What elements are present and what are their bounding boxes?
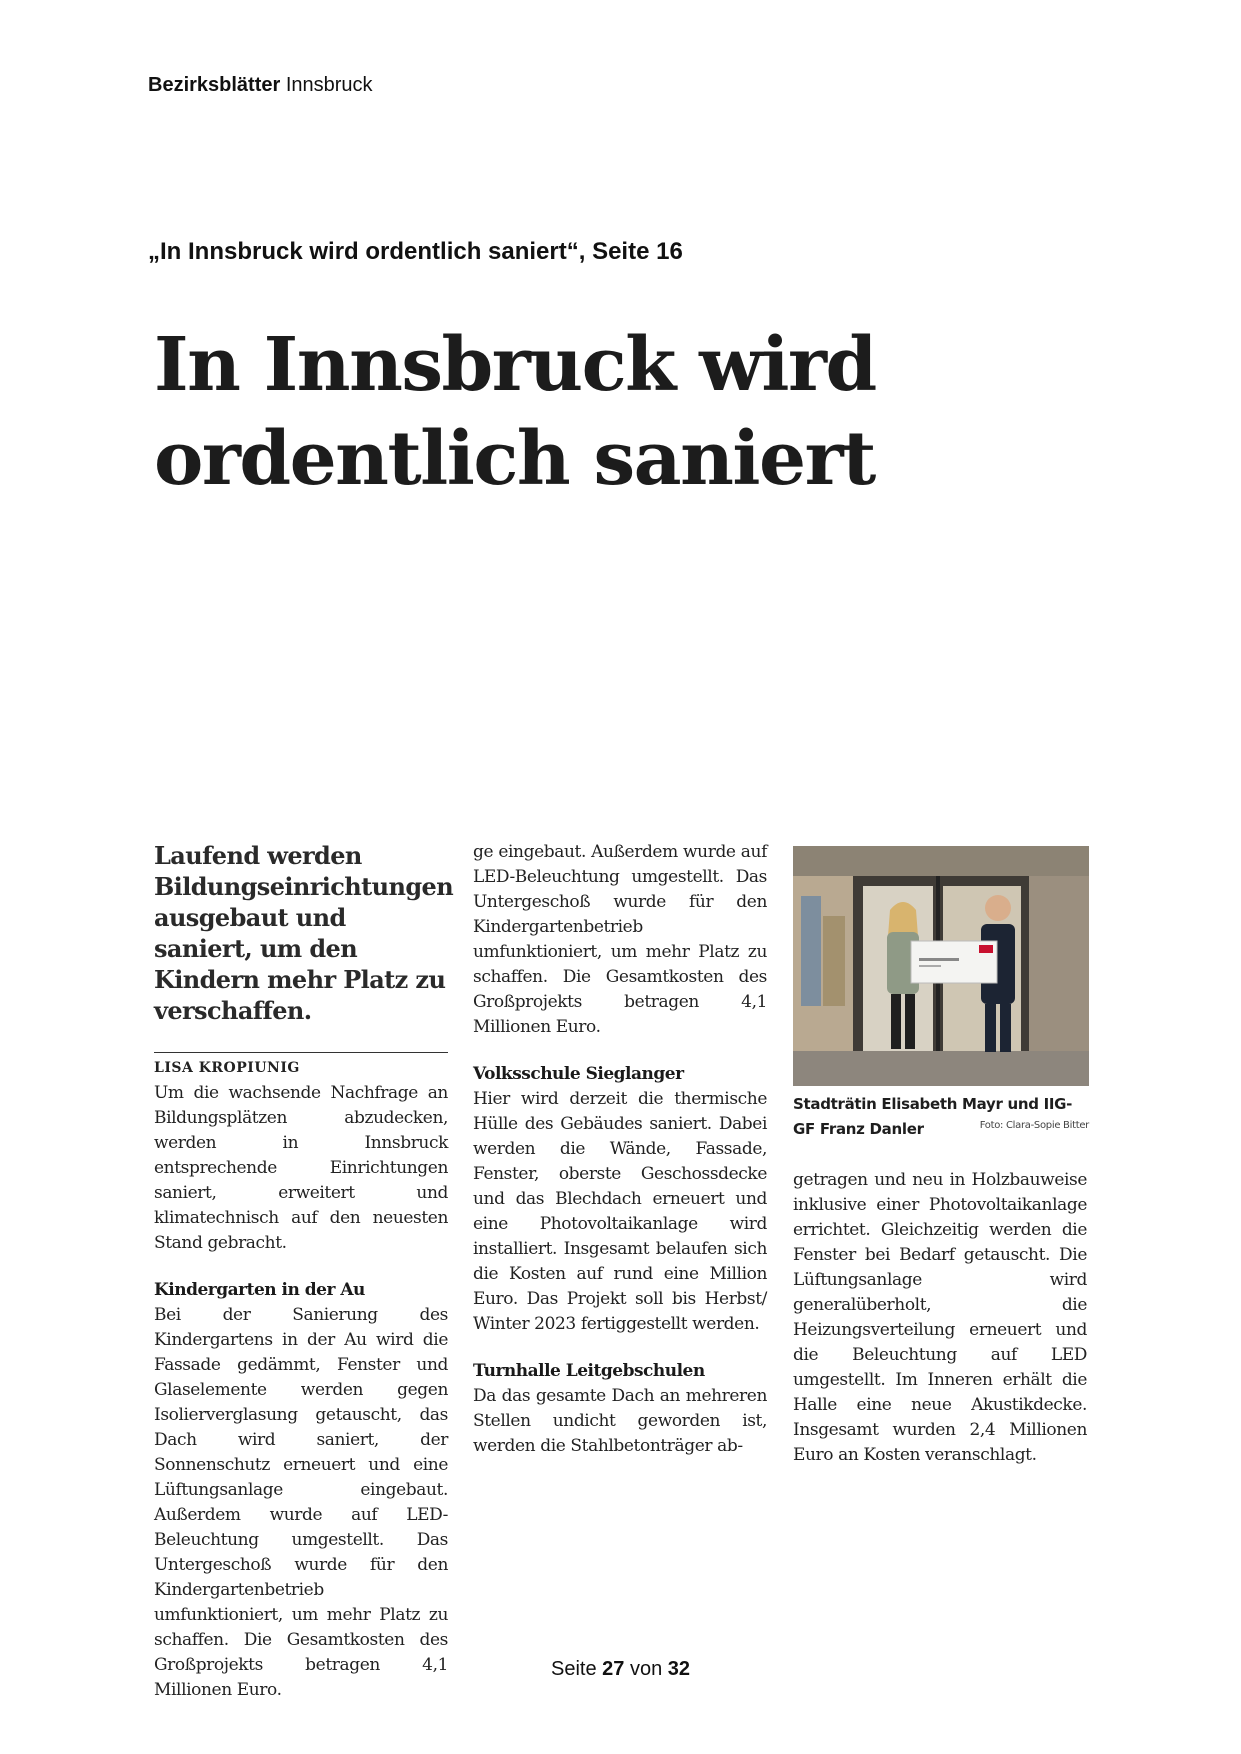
photo-illustration xyxy=(793,846,1089,1086)
article-lead: Laufend werden Bildungseinrichtungen ausgebaut und saniert, um den Kindern mehr Platz zu verschaffen. xyxy=(154,841,454,1025)
article-reference: „In Innsbruck wird ordentlich saniert“, Seite 16 xyxy=(148,238,683,265)
footer-total-pages: 32 xyxy=(667,1658,691,1680)
photo-caption xyxy=(793,1092,1089,1142)
photo-caption-text: Stadträtin Elisabeth Mayr und IIG-GF Franz Danler xyxy=(793,1095,1073,1138)
section-heading-kindergarten: Kindergarten in der Au xyxy=(154,1280,365,1300)
publication-name: Bezirksblätter xyxy=(148,74,281,96)
headline-line-1: In Innsbruck wird xyxy=(154,322,876,408)
section-text-turnhalle: Da das gesamte Dach an mehreren Stellen undicht geworden ist, werden die Stahlbetonträger ab- xyxy=(473,1386,767,1456)
article-column-1 xyxy=(154,840,454,1700)
section-text-volksschule: Hier wird derzeit die thermische Hülle des Gebäudes saniert. Dabei werden die Wände, Fassade, Fenster, oberste Geschossdecke und das Blechdach erneuert und eine Photovoltaikanlage wird installiert. Insgesamt belaufen sich die Kosten auf rund eine Million Euro. Das Projekt soll bis Herbst/ Winter 2023 fertiggestellt werden. xyxy=(473,1089,767,1334)
article-author: LISA KROPIUNIG xyxy=(154,1052,448,1081)
footer-page-number: 27 xyxy=(602,1658,625,1680)
footer-prefix: Seite xyxy=(550,1658,597,1680)
article-headline xyxy=(154,318,876,506)
footer-middle: von xyxy=(629,1658,663,1680)
page-header xyxy=(148,74,373,97)
headline-line-2: ordentlich saniert xyxy=(154,416,875,502)
section-heading-turnhalle: Turnhalle Leitgebschulen xyxy=(473,1361,705,1381)
publication-region: Innsbruck xyxy=(285,74,373,96)
article-column-2 xyxy=(473,840,767,1459)
section-text-kindergarten-continued: ge eingebaut. Außerdem wurde auf LED-Beleuchtung umgestellt. Das Untergeschoß wurde für den Kindergartenbetrieb umfunktioniert, um mehr Platz zu schaffen. Die Gesamtkosten des Großprojekts betragen 4,1 Millionen Euro. xyxy=(473,842,767,1037)
article-column-3 xyxy=(793,1168,1087,1468)
photo-credit: Foto: Clara-Sopie Bitter xyxy=(979,1120,1089,1131)
section-text-turnhalle-continued: getragen und neu in Holzbauweise inklusive einer Photovoltaikanlage errichtet. Gleichzeitig werden die Fenster bei Bedarf getauscht. Die Lüftungsanlage wird generalüberholt, die Heizungsverteilung erneuert und die Beleuchtung auf LED umgestellt. Im Inneren erhält die Halle eine neue Akustikdecke. Insgesamt wurden 2,4 Millionen Euro an Kosten veranschlagt. xyxy=(793,1170,1087,1465)
page-footer xyxy=(0,1658,1241,1681)
article-intro: Um die wachsende Nachfrage an Bildungsplätzen abzudecken, werden in Innsbruck entsprechende Einrichtungen saniert, erweitert und klimatechnisch auf den neuesten Stand gebracht. xyxy=(154,1083,448,1253)
section-heading-volksschule: Volksschule Sieglanger xyxy=(473,1064,684,1084)
section-text-kindergarten: Bei der Sanierung des Kindergartens in der Au wird die Fassade gedämmt, Fenster und Glaselemente werden gegen Isolierverglasung getauscht, das Dach wird saniert, der Sonnenschutz erneuert und eine Lüftungsanlage eingebaut. Außerdem wurde auf LED-Beleuchtung umgestellt. Das Untergeschoß wurde für den Kindergartenbetrieb umfunktioniert, um mehr Platz zu schaffen. Die Gesamtkosten des Großprojekts betragen 4,1 Millionen Euro. xyxy=(154,1305,448,1700)
article-photo xyxy=(793,846,1089,1086)
